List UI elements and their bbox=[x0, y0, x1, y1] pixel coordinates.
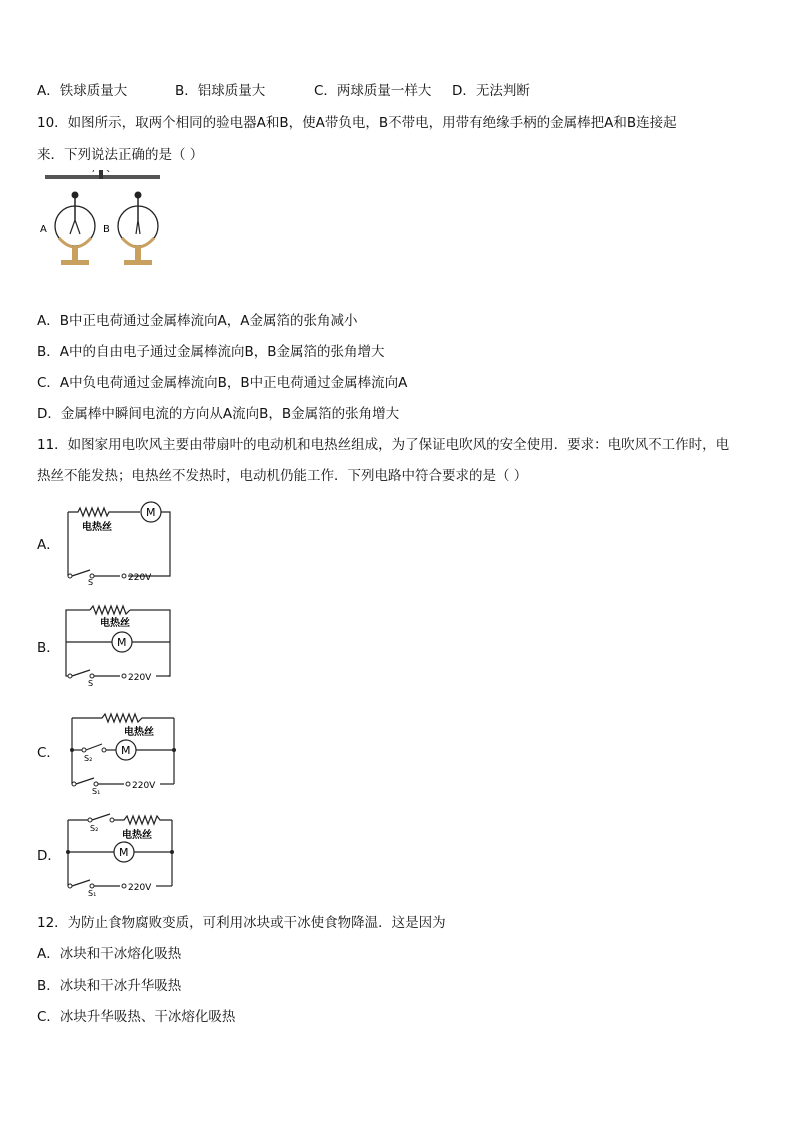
circuit-b bbox=[60, 600, 180, 690]
q11-stem-line2: 热丝不能发热；电热丝不发热时，电动机仍能工作．下列电路中符合要求的是（ ） bbox=[37, 468, 528, 484]
svg-text:M: M bbox=[119, 846, 129, 859]
q12-stem: 12．为防止食物腐败变质，可利用冰块或干冰使食物降温．这是因为 bbox=[37, 915, 446, 931]
q10-option-b: B．A中的自由电子通过金属棒流向B，B金属箔的张角增大 bbox=[37, 344, 385, 360]
q10-stem-line2: 来．下列说法正确的是（ ） bbox=[37, 147, 204, 163]
q11-label-b: B． bbox=[37, 640, 60, 656]
svg-text:M: M bbox=[117, 636, 127, 649]
svg-text:S: S bbox=[88, 578, 94, 585]
heater-resistor bbox=[114, 816, 172, 824]
handle bbox=[99, 170, 103, 179]
svg-text:S₂: S₂ bbox=[84, 754, 93, 763]
circuit-a bbox=[60, 500, 180, 585]
svg-text:电热丝: 电热丝 bbox=[124, 727, 154, 738]
switch-s bbox=[72, 570, 90, 576]
svg-text:220V: 220V bbox=[128, 573, 152, 583]
svg-text:S₁: S₁ bbox=[92, 787, 101, 796]
heater-resistor bbox=[72, 714, 174, 722]
svg-text:电热丝: 电热丝 bbox=[122, 830, 152, 841]
svg-text:M: M bbox=[146, 506, 156, 519]
svg-text:S₂: S₂ bbox=[90, 824, 99, 833]
switch-s1 bbox=[72, 880, 90, 886]
svg-text:电热丝: 电热丝 bbox=[100, 618, 130, 629]
q10-option-a: A．B中正电荷通过金属棒流向A，A金属箔的张角减小 bbox=[37, 313, 358, 329]
q11-label-c: C． bbox=[37, 745, 60, 761]
q10-stem-line1: 10．如图所示，取两个相同的验电器A和B，使A带负电，B不带电，用带有绝缘手柄的金属棒把A和B连接起 bbox=[37, 115, 677, 131]
electroscope-figure bbox=[35, 170, 165, 270]
svg-text:S: S bbox=[88, 679, 94, 688]
circuit-d bbox=[60, 810, 180, 900]
svg-text:S₁: S₁ bbox=[88, 889, 97, 898]
q11-stem-line1: 11．如图家用电吹风主要由带扇叶的电动机和电热丝组成，为了保证电吹风的安全使用．要求：电吹风不工作时，电 bbox=[37, 437, 730, 453]
switch-s1 bbox=[76, 778, 94, 784]
q9-option-c: C．两球质量一样大 bbox=[314, 83, 432, 99]
switch-s2 bbox=[86, 744, 102, 750]
q9-option-a: A．铁球质量大 bbox=[37, 83, 128, 99]
svg-text:M: M bbox=[121, 744, 131, 757]
svg-text:220V: 220V bbox=[128, 673, 152, 683]
q12-option-c: C．冰块升华吸热、干冰熔化吸热 bbox=[37, 1009, 236, 1025]
q9-option-d: D．无法判断 bbox=[452, 83, 530, 99]
svg-text:220V: 220V bbox=[132, 781, 156, 791]
q10-option-d: D．金属棒中瞬间电流的方向从A流向B，B金属箔的张角增大 bbox=[37, 406, 400, 422]
q12-option-a: A．冰块和干冰熔化吸热 bbox=[37, 946, 182, 962]
svg-text:220V: 220V bbox=[128, 883, 152, 893]
label-a: A bbox=[40, 224, 47, 235]
circuit-c bbox=[64, 708, 184, 798]
svg-text:电热丝: 电热丝 bbox=[82, 522, 112, 533]
q9-option-b: B．铝球质量大 bbox=[175, 83, 266, 99]
q11-label-a: A． bbox=[37, 537, 60, 553]
q12-option-b: B．冰块和干冰升华吸热 bbox=[37, 978, 182, 994]
q11-label-d: D． bbox=[37, 848, 61, 864]
electroscope-diagram bbox=[35, 170, 165, 270]
heater-resistor bbox=[68, 508, 140, 516]
q10-option-c: C．A中负电荷通过金属棒流向B，B中正电荷通过金属棒流向A bbox=[37, 375, 408, 391]
label-b: B bbox=[103, 224, 110, 235]
switch-s2 bbox=[92, 814, 110, 820]
